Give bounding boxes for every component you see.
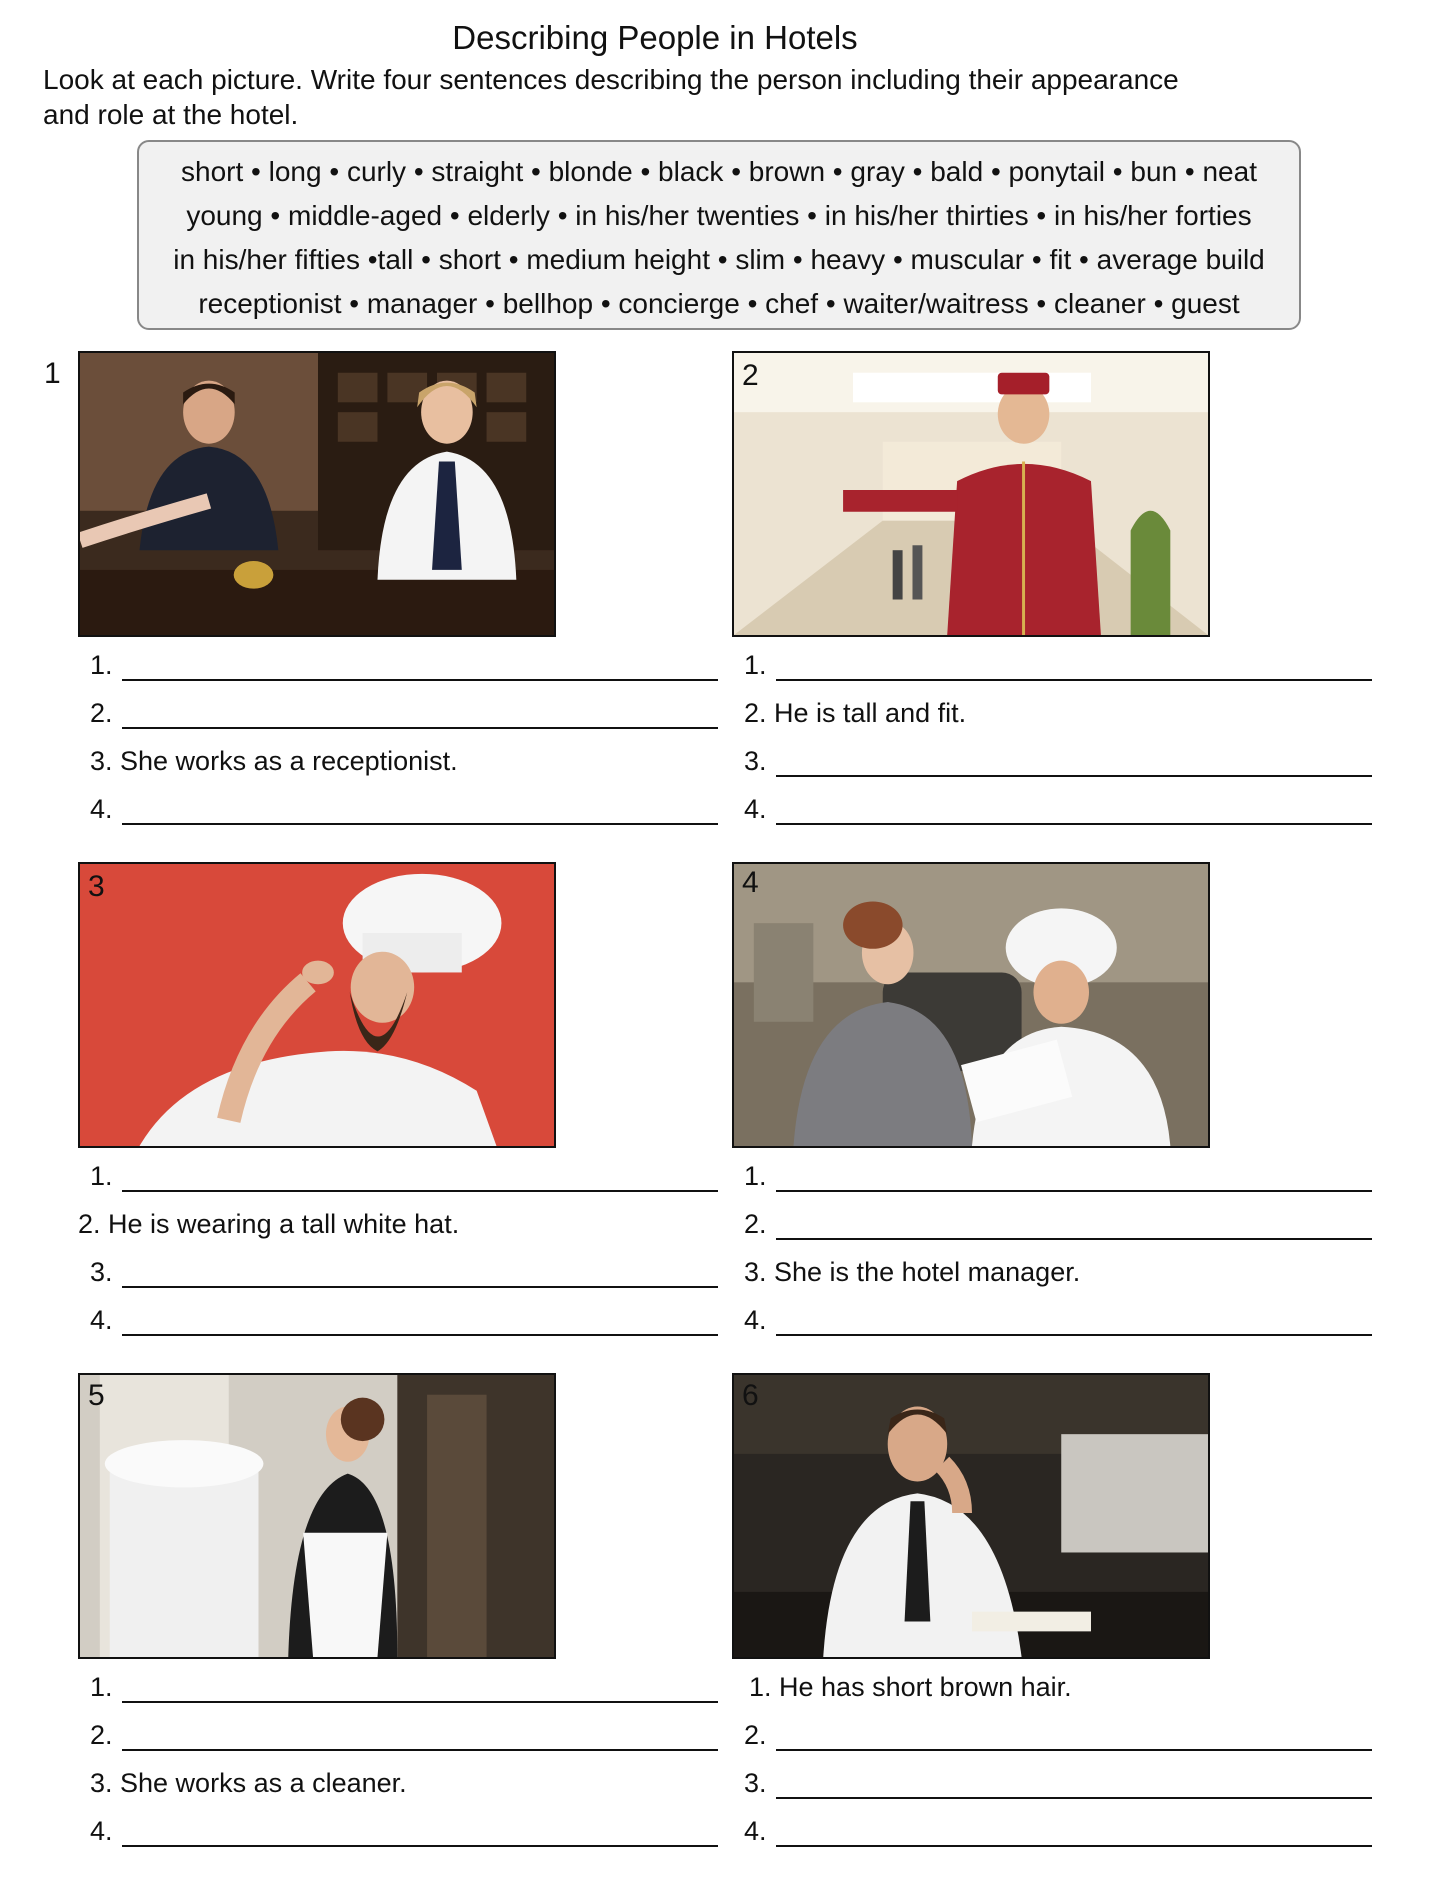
answer-line-4[interactable]	[78, 789, 718, 829]
exercise-6	[732, 1373, 1372, 1853]
answer-line-4[interactable]	[78, 1300, 718, 1340]
answer-label: 2.	[90, 1720, 113, 1750]
answer-line-1[interactable]	[732, 1156, 1372, 1196]
worksheet-title: Describing People in Hotels	[452, 19, 858, 56]
answer-line-4[interactable]	[78, 1811, 718, 1851]
word-bank-line: young • middle-aged • elderly • in his/her twenties • in his/her thirties • in his/her forties	[186, 200, 1252, 231]
blank-line[interactable]	[122, 1749, 718, 1751]
answer-line-1[interactable]	[78, 645, 718, 685]
word-bank-line: in his/her fifties •tall • short • medium height • slim • heavy • muscular • fit • average build	[173, 244, 1265, 275]
answer-line-3[interactable]	[78, 1252, 718, 1292]
answer-label: 4.	[90, 1816, 113, 1846]
answer-label: 1.	[744, 650, 767, 680]
answer-label: 4.	[90, 794, 113, 824]
blank-line[interactable]	[776, 1797, 1372, 1799]
answer-label: 1.	[744, 1161, 767, 1191]
blank-line[interactable]	[776, 1845, 1372, 1847]
answer-label: 1.	[90, 1161, 113, 1191]
answer-label: 3.	[744, 1768, 767, 1798]
answer-line-2[interactable]	[78, 1715, 718, 1755]
exercise-4	[732, 862, 1372, 1342]
concierge-photo	[732, 1373, 1210, 1659]
blank-line[interactable]	[776, 679, 1372, 681]
blank-line[interactable]	[776, 1749, 1372, 1751]
cleaner-photo	[78, 1373, 556, 1659]
manager-and-chef-photo	[732, 862, 1210, 1148]
blank-line[interactable]	[776, 1334, 1372, 1336]
answer-label: 4.	[90, 1305, 113, 1335]
exercise-number: 3	[88, 870, 105, 903]
answer-label: 4.	[744, 794, 767, 824]
word-bank	[137, 140, 1301, 330]
answer-label: 4.	[744, 1816, 767, 1846]
answer-line-2[interactable]	[732, 1204, 1372, 1244]
receptionist-photo	[78, 351, 556, 637]
blank-line[interactable]	[122, 679, 718, 681]
answer-line-3	[78, 741, 718, 781]
answer-label: 1.	[90, 1672, 113, 1702]
answer-label: 3.	[90, 1257, 113, 1287]
blank-line[interactable]	[776, 775, 1372, 777]
answer-line-3[interactable]	[732, 1763, 1372, 1803]
blank-line[interactable]	[122, 1190, 718, 1192]
blank-line[interactable]	[776, 823, 1372, 825]
answer-label: 4.	[744, 1305, 767, 1335]
answer-label: 2.	[744, 1209, 767, 1239]
blank-line[interactable]	[776, 1190, 1372, 1192]
answer-line-4[interactable]	[732, 789, 1372, 829]
answer-line-2	[732, 693, 1372, 733]
answer-label: 1.	[90, 650, 113, 680]
example-answer: 1. He has short brown hair.	[749, 1672, 1072, 1702]
answer-label: 3.	[744, 746, 767, 776]
answer-line-4[interactable]	[732, 1811, 1372, 1851]
example-answer: 3. She works as a receptionist.	[90, 746, 458, 776]
exercise-1	[44, 351, 718, 831]
exercise-number: 2	[742, 359, 759, 392]
answer-label: 2.	[90, 698, 113, 728]
answer-line-3[interactable]	[732, 741, 1372, 781]
answer-line-3	[732, 1252, 1372, 1292]
answer-line-2[interactable]	[732, 1715, 1372, 1755]
blank-line[interactable]	[122, 823, 718, 825]
answer-line-1[interactable]	[732, 645, 1372, 685]
blank-line[interactable]	[776, 1238, 1372, 1240]
word-bank-line: short • long • curly • straight • blonde • black • brown • gray • bald • ponytail • bun • neat	[181, 156, 1257, 187]
example-answer: 2. He is wearing a tall white hat.	[78, 1209, 460, 1239]
example-answer: 3. She works as a cleaner.	[90, 1768, 407, 1798]
exercise-number: 5	[88, 1379, 105, 1412]
exercise-3	[78, 862, 718, 1342]
blank-line[interactable]	[122, 1701, 718, 1703]
answer-line-1[interactable]	[78, 1667, 718, 1707]
answer-line-1	[732, 1667, 1372, 1707]
exercise-2	[732, 351, 1372, 831]
answer-line-4[interactable]	[732, 1300, 1372, 1340]
exercise-number: 6	[742, 1379, 759, 1412]
blank-line[interactable]	[122, 727, 718, 729]
example-answer: 2. He is tall and fit.	[744, 698, 967, 728]
exercise-number: 1	[44, 357, 61, 390]
chef-photo	[78, 862, 556, 1148]
exercise-number: 4	[742, 866, 759, 899]
blank-line[interactable]	[122, 1334, 718, 1336]
answer-line-2	[78, 1204, 718, 1244]
answer-line-1[interactable]	[78, 1156, 718, 1196]
exercise-5	[78, 1373, 718, 1853]
blank-line[interactable]	[122, 1845, 718, 1847]
bellhop-photo	[732, 351, 1210, 637]
answer-label: 2.	[744, 1720, 767, 1750]
instructions: Look at each picture. Write four sentences describing the person including their appearance and role at the hotel.	[43, 64, 1179, 130]
example-answer: 3. She is the hotel manager.	[744, 1257, 1081, 1287]
blank-line[interactable]	[122, 1286, 718, 1288]
answer-line-2[interactable]	[78, 693, 718, 733]
answer-line-3	[78, 1763, 718, 1803]
word-bank-line: receptionist • manager • bellhop • concierge • chef • waiter/waitress • cleaner • guest	[198, 288, 1240, 319]
